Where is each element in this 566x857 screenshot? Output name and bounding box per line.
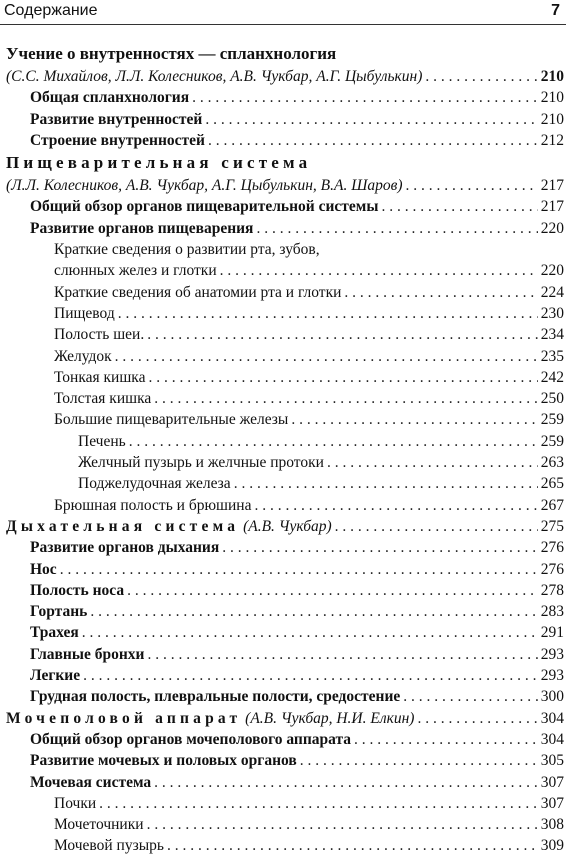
table-of-contents — [6, 42, 564, 857]
section-heading: Учение о внутренностях — спланхнология — [6, 44, 337, 63]
dot-leader — [425, 66, 537, 87]
toc-entry[interactable] — [6, 772, 564, 793]
page-ref: 308 — [540, 816, 564, 834]
toc-entry[interactable] — [6, 622, 564, 643]
dot-leader — [60, 559, 538, 580]
entry-label: Толстая кишка — [54, 390, 152, 408]
page-ref: 283 — [540, 603, 564, 621]
entry-label: Развитие мочевых и половых органов — [30, 752, 297, 770]
page-ref: 304 — [540, 730, 564, 748]
toc-entry[interactable] — [6, 537, 564, 558]
dot-leader — [127, 580, 538, 601]
dot-leader — [90, 601, 537, 622]
toc-entry[interactable] — [6, 644, 564, 665]
entry-label: Трахея — [30, 624, 79, 642]
toc-entry[interactable] — [6, 495, 564, 516]
entry-label: Большие пищеварительные железы — [54, 411, 289, 429]
page-ref: 210 — [540, 68, 564, 85]
toc-entry[interactable] — [6, 367, 564, 388]
page-ref: 293 — [540, 645, 564, 663]
dot-leader — [118, 303, 538, 324]
page-number: 7 — [551, 2, 560, 19]
toc-entry[interactable] — [6, 580, 564, 601]
dot-leader — [344, 282, 537, 303]
entry-label: Грудная полость, плевральные полости, средостение — [30, 688, 401, 706]
dot-leader — [192, 87, 538, 108]
entry-label: Мочеточники — [54, 816, 144, 834]
dot-leader — [256, 218, 537, 239]
dot-leader — [115, 346, 538, 367]
authors-label: (А.В. Чукбар) — [243, 517, 332, 535]
page-ref: 220 — [540, 219, 564, 237]
page-ref: 265 — [540, 475, 564, 493]
page-ref: 250 — [540, 390, 564, 408]
toc-entry[interactable] — [6, 708, 564, 729]
section-heading: Дыхательная система — [6, 517, 240, 535]
toc-entry[interactable] — [6, 665, 564, 686]
page-ref: 220 — [540, 262, 564, 280]
page-ref: 304 — [540, 709, 564, 727]
dot-leader — [327, 452, 538, 473]
page-ref: 234 — [540, 326, 564, 344]
page-ref: 212 — [540, 131, 564, 149]
entry-label: Полость шеи. — [54, 326, 145, 344]
authors-label: (А.В. Чукбар, Н.И. Елкин) — [245, 709, 415, 727]
toc-entry[interactable] — [6, 324, 564, 345]
page-ref: 263 — [540, 454, 564, 472]
toc-entry[interactable] — [6, 793, 564, 814]
entry-label: Краткие сведения об анатомии рта и глотки — [54, 283, 342, 301]
entry-label: Брюшная полость и брюшина — [54, 496, 252, 514]
dot-leader — [381, 196, 537, 217]
page-ref: 275 — [540, 517, 564, 535]
entry-label: Мочевая система — [30, 773, 152, 791]
toc-entry[interactable] — [6, 66, 564, 87]
entry-label: Легкие — [30, 667, 81, 685]
page-ref: 235 — [540, 347, 564, 365]
toc-entry[interactable] — [6, 686, 564, 707]
toc-entry[interactable] — [6, 729, 564, 750]
dot-leader — [148, 367, 537, 388]
dot-leader — [234, 473, 538, 494]
dot-leader — [82, 622, 538, 643]
toc-entry[interactable] — [6, 175, 564, 196]
toc-entry[interactable] — [6, 473, 564, 494]
authors-label: (Л.Л. Колесников, А.В. Чукбар, А.Г. Цыбулькин, В.А. Шаров) — [6, 177, 403, 195]
entry-label: Развитие органов пищеварения — [30, 219, 254, 237]
page-ref: 307 — [540, 794, 564, 812]
entry-label: Общий обзор органов пищеварительной системы — [30, 198, 379, 216]
dot-leader — [403, 686, 537, 707]
toc-entry[interactable] — [6, 835, 564, 856]
dot-leader — [83, 665, 538, 686]
entry-label: Гортань — [30, 603, 88, 621]
section-heading: Мочеполовой аппарат — [6, 709, 242, 727]
dot-leader — [205, 109, 537, 130]
toc-entry[interactable] — [6, 601, 564, 622]
dot-leader — [147, 644, 537, 665]
entry-label: Желудок — [54, 347, 112, 365]
dot-leader — [417, 708, 537, 729]
entry-label: Желчный пузырь и желчные протоки — [78, 454, 324, 472]
authors-label: (С.С. Михайлов, Л.Л. Колесников, А.В. Чукбар, А.Г. Цыбулькин) — [6, 68, 423, 85]
section-heading: Пищеварительная система — [6, 153, 312, 173]
entry-label: Почки — [54, 794, 97, 812]
page-ref: 276 — [540, 539, 564, 557]
dot-leader — [335, 516, 538, 537]
page-ref: 224 — [540, 283, 564, 301]
toc-entry[interactable] — [6, 346, 564, 367]
page-ref: 307 — [540, 773, 564, 791]
entry-label: Развитие внутренностей — [30, 110, 203, 128]
page-ref: 259 — [540, 432, 564, 450]
page-ref: 242 — [540, 368, 564, 386]
page-ref: 291 — [540, 624, 564, 642]
toc-entry[interactable] — [6, 388, 564, 409]
toc-entry[interactable] — [6, 282, 564, 303]
toc-entry[interactable] — [6, 109, 564, 130]
page-ref: 210 — [540, 110, 564, 128]
entry-label: Общая спланхнология — [30, 89, 190, 107]
dot-leader — [147, 814, 538, 835]
page-ref: 259 — [540, 411, 564, 429]
toc-entry[interactable] — [6, 303, 564, 324]
toc-entry[interactable] — [6, 559, 564, 580]
entry-label: Строение внутренностей — [30, 131, 205, 149]
page-ref: 309 — [540, 837, 564, 855]
page-ref: 293 — [540, 667, 564, 685]
toc-entry[interactable] — [6, 516, 564, 537]
entry-label: Нос — [30, 560, 57, 578]
toc-entry[interactable] — [6, 130, 564, 151]
entry-label: Общий обзор органов мочеполового аппарата — [30, 730, 352, 748]
dot-leader — [208, 130, 538, 151]
entry-label: Пищевод — [54, 304, 115, 322]
toc-entry[interactable] — [6, 218, 564, 239]
entry-label: Печень — [78, 432, 126, 450]
page-ref: 267 — [540, 496, 564, 514]
toc-entry[interactable] — [6, 431, 564, 452]
toc-entry[interactable] — [6, 87, 564, 108]
entry-label: Главные бронхи — [30, 645, 145, 663]
toc-entry[interactable] — [6, 409, 564, 430]
dot-leader — [406, 175, 538, 196]
dot-leader — [154, 388, 538, 409]
dot-leader — [354, 729, 538, 750]
entry-label: Полость носа — [30, 581, 125, 599]
dot-leader — [291, 409, 537, 430]
dot-leader — [154, 772, 538, 793]
toc-entry[interactable] — [6, 750, 564, 771]
page-ref: 305 — [540, 752, 564, 770]
dot-leader — [147, 324, 538, 345]
dot-leader — [300, 750, 538, 771]
page-ref: 217 — [540, 198, 564, 216]
page-ref: 278 — [540, 581, 564, 599]
page-ref: 276 — [540, 560, 564, 578]
page-ref: 217 — [540, 177, 564, 195]
page-ref: 230 — [540, 304, 564, 322]
dot-leader — [254, 495, 537, 516]
entry-label: Тонкая кишка — [54, 368, 146, 386]
running-header — [0, 0, 566, 25]
dot-leader — [129, 431, 538, 452]
running-title: Содержание — [4, 2, 98, 19]
entry-label: Поджелудочная железа — [78, 475, 231, 493]
entry-label: слюнных желез и глотки — [54, 262, 217, 280]
entry-label: Мочевой пузырь — [54, 837, 164, 855]
toc-entry[interactable] — [6, 260, 564, 281]
dot-leader — [220, 260, 538, 281]
page-ref: 210 — [540, 89, 564, 107]
dot-leader — [222, 537, 538, 558]
dot-leader — [167, 835, 538, 856]
entry-label: Развитие органов дыхания — [30, 539, 220, 557]
dot-leader — [99, 793, 538, 814]
page-ref: 300 — [540, 688, 564, 706]
toc-entry[interactable] — [6, 452, 564, 473]
entry-label-line[interactable]: Краткие сведения о развитии рта, зубов, — [54, 241, 320, 259]
toc-entry[interactable] — [6, 196, 564, 217]
toc-entry[interactable] — [6, 814, 564, 835]
